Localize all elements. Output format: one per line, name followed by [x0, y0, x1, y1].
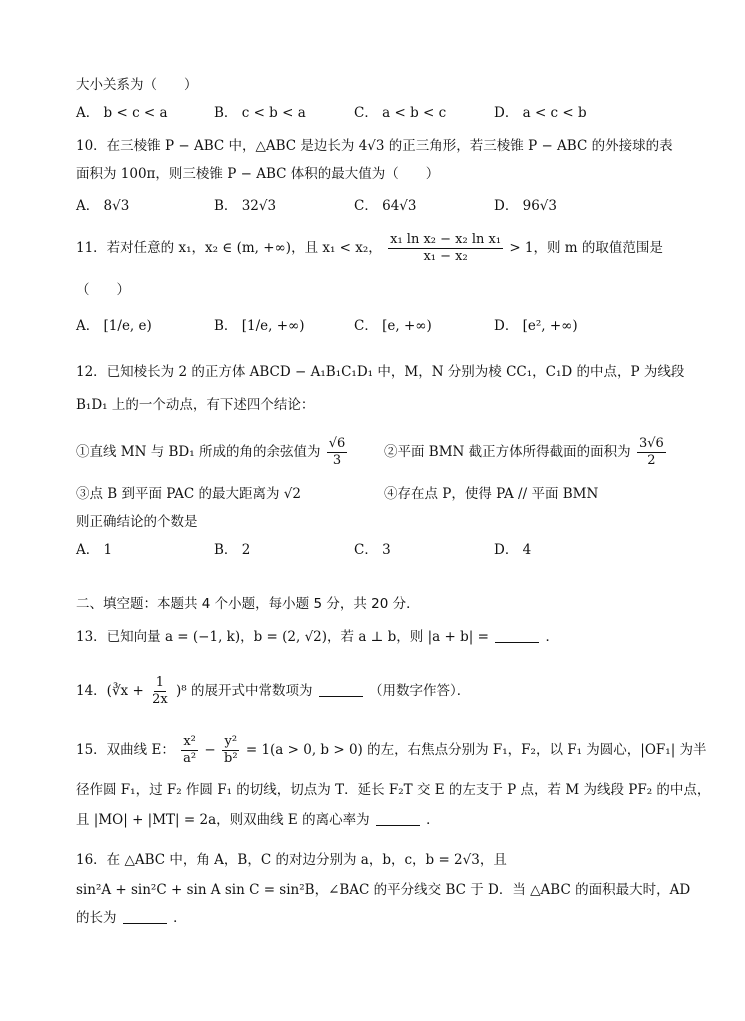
q14-answer-blank[interactable]: [319, 682, 363, 697]
q11-option-c: C． [e, +∞): [354, 318, 432, 334]
q14-text-c: （用数字作答）．: [369, 683, 471, 699]
section-heading: 二、填空题：本题共 4 个小题，每小题 5 分，共 20 分．: [76, 596, 420, 612]
q14-fraction: [150, 675, 170, 708]
q9-option-c: C． a < b < c: [354, 105, 447, 121]
q16-answer-blank[interactable]: [123, 909, 167, 924]
q12-line1: 12．已知棱长为 2 的正方体 ABCD − A₁B₁C₁D₁ 中，M，N 分别为棱 CC₁，C₁D 的中点，P 为线段: [76, 364, 685, 380]
q11-line2: （ ）: [76, 282, 130, 298]
q10-option-b: B． 32√3: [214, 198, 277, 214]
q15-f2-den: b²: [224, 751, 238, 766]
q12-c2-num: 3√6: [638, 436, 664, 451]
q15-f1-num: x²: [183, 734, 196, 749]
q15-end: ．: [426, 812, 440, 828]
q12-conclusion-2: [384, 436, 668, 469]
q11-option-d: D． [e², +∞): [494, 318, 578, 334]
q12-c2-text: ②平面 BMN 截正方体所得截面的面积为: [384, 444, 631, 460]
q13-answer-blank[interactable]: [495, 628, 539, 643]
q15-text-c: 且 |MO| + |MT| = 2a，则双曲线 E 的离心率为: [76, 812, 370, 828]
q15-line1: [76, 734, 707, 767]
q11-text-b: > 1，则 m 的取值范围是: [509, 240, 663, 256]
q15-line2: 径作圆 F₁，过 F₂ 作圆 F₁ 的切线，切点为 T．延长 F₂T 交 E 的左支于 P 点，若 M 为线段 PF₂ 的中点，: [76, 782, 711, 798]
q13-line: [76, 627, 559, 647]
q12-c1-den: 3: [332, 453, 342, 468]
q11-option-b: B． [1/e, +∞): [214, 318, 305, 334]
q15-answer-blank[interactable]: [376, 811, 420, 826]
q15-text-a: 15．双曲线 E：: [76, 742, 175, 758]
q12-option-a: A． 1: [76, 542, 113, 558]
q16-line2: sin²A + sin²C + sin A sin C = sin²B，∠BAC 的平分线交 BC 于 D．当 △ABC 的面积最大时，AD: [76, 882, 691, 898]
q14-frac-den: 2x: [152, 692, 168, 707]
q12-option-d: D． 4: [494, 542, 532, 558]
q12-question: 则正确结论的个数是: [76, 514, 198, 530]
q12-option-b: B． 2: [214, 542, 251, 558]
q11-fraction: [388, 232, 503, 265]
q13-end: ．: [545, 629, 559, 645]
q9-option-b: B． c < b < a: [214, 105, 306, 121]
q12-c1-fraction: [327, 436, 348, 469]
q11-frac-den: x₁ − x₂: [423, 249, 468, 264]
q15-fraction-x: [181, 734, 198, 767]
q14-expr-b: )⁸: [175, 683, 187, 699]
q12-line2: B₁D₁ 上的一个动点，有下述四个结论：: [76, 397, 315, 413]
q15-minus: −: [204, 742, 216, 758]
q16-line3: [76, 908, 187, 928]
q16-end: ．: [173, 910, 187, 926]
q14-frac-num: 1: [155, 675, 164, 690]
q11-option-a: A． [1/e, e): [76, 318, 152, 334]
q15-text-b: = 1(a > 0, b > 0) 的左，右焦点分别为 F₁，F₂，以 F₁ 为圆心，|OF₁| 为半: [245, 742, 707, 758]
q12-conclusion-1: [76, 436, 349, 469]
q15-f2-num: y²: [224, 734, 238, 749]
q12-c2-fraction: [637, 436, 666, 469]
q12-conclusion-4: ④存在点 P，使得 PA // 平面 BMN: [384, 486, 599, 502]
q10-option-d: D． 96√3: [494, 198, 557, 214]
q11-line1: [76, 232, 663, 265]
q12-conclusion-3: ③点 B 到平面 PAC 的最大距离为 √2: [76, 486, 301, 502]
q14-line: [76, 675, 470, 708]
q10-line2: 面积为 100π，则三棱锥 P − ABC 体积的最大值为（ ）: [76, 166, 440, 182]
q12-c1-num: √6: [328, 436, 346, 451]
q12-c2-den: 2: [647, 453, 656, 468]
q10-line1: 10．在三棱锥 P − ABC 中，△ABC 是边长为 4√3 的正三角形，若三棱锥 P − ABC 的外接球的表: [76, 138, 673, 154]
q9-option-d: D． a < c < b: [494, 105, 587, 121]
q16-text: 的长为: [76, 910, 117, 926]
q15-f1-den: a²: [183, 751, 197, 766]
q13-text: 13．已知向量 a = (−1, k)，b = (2, √2)，若 a ⊥ b，则 |a + b| =: [76, 629, 489, 645]
q16-line1: 16．在 △ABC 中，角 A，B，C 的对边分别为 a，b，c，b = 2√3，且: [76, 852, 507, 868]
q12-option-c: C． 3: [354, 542, 391, 558]
q10-option-c: C． 64√3: [354, 198, 417, 214]
q14-text-b: 的展开式中常数项为: [190, 683, 313, 699]
q9-option-a: A． b < c < a: [76, 105, 168, 121]
q11-frac-num: x₁ ln x₂ − x₂ ln x₁: [390, 232, 502, 247]
q11-text-a: 11．若对任意的 x₁，x₂ ∈ (m, +∞)，且 x₁ < x₂，: [76, 240, 382, 256]
q10-option-a: A． 8√3: [76, 198, 130, 214]
q12-c1-text: ①直线 MN 与 BD₁ 所成的角的余弦值为: [76, 444, 321, 460]
q15-fraction-y: [222, 734, 240, 767]
q9-stem: 大小关系为（ ）: [76, 77, 198, 93]
q14-expr-a: 14．(∛x +: [76, 683, 144, 699]
q15-line3: [76, 810, 440, 830]
